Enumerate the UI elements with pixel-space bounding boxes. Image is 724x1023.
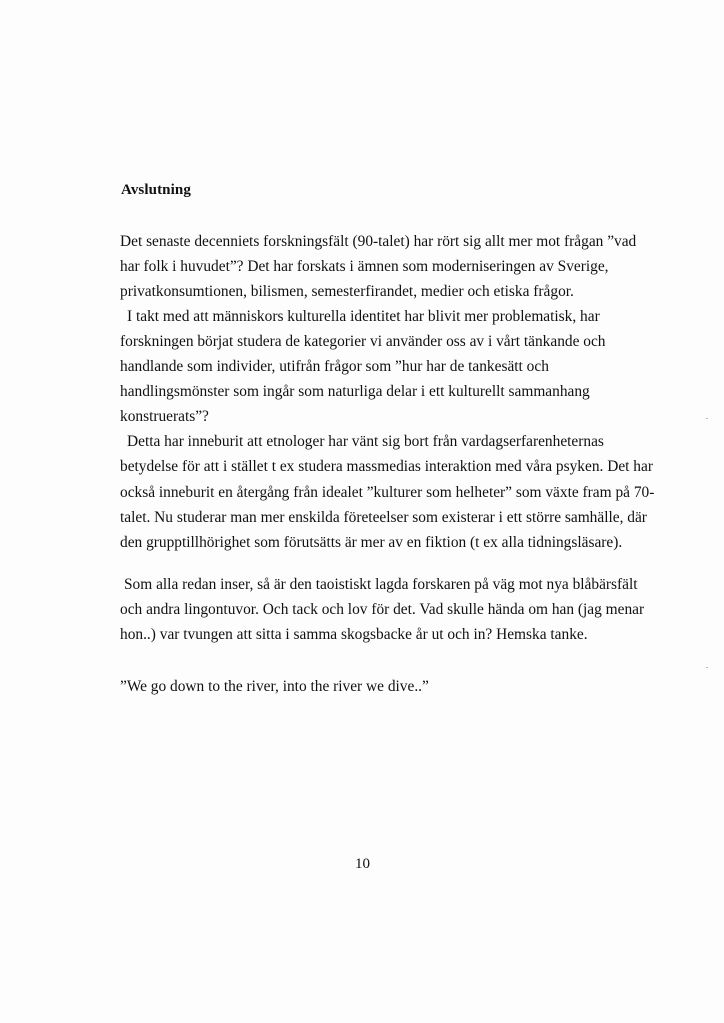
scan-speck [706, 667, 708, 668]
paragraph-3-line-4: talet. Nu studerar man mer enskilda företeelser som existerar i ett större samhälle, där [120, 509, 647, 526]
paragraph-1-line-1: Det senaste decenniets forskningsfält (90-talet) har rört sig allt mer mot frågan ”vad [120, 233, 637, 250]
paragraph-3-line-2: betydelse för att i stället t ex studera massmedias interaktion med våra psyken. Det har [120, 458, 653, 475]
section-heading: Avslutning [121, 182, 191, 198]
page-number: 10 [355, 856, 370, 872]
paragraph-3-line-5: den grupptillhörighet som förutsätts är mer av en fiktion (t ex alla tidningsläsare). [120, 534, 623, 551]
paragraph-2-line-4: handlingsmönster som ingår som naturliga delar i ett kulturellt sammanhang [120, 383, 590, 400]
paragraph-2-line-3: handlande som individer, utifrån frågor som ”hur har de tankesätt och [120, 358, 549, 375]
paragraph-3-line-1: Detta har inneburit att etnologer har vänt sig bort från vardagserfarenheternas [127, 433, 604, 450]
paragraph-2-line-1: I takt med att människors kulturella identitet har blivit mer problematisk, har [127, 308, 600, 325]
paragraph-4-line-3: hon..) var tvungen att sitta i samma skogsbacke år ut och in? Hemska tanke. [120, 626, 588, 643]
paragraph-4-line-2: och andra lingontuvor. Och tack och lov för det. Vad skulle hända om han (jag menar [120, 601, 645, 618]
paragraph-4-line-1: Som alla redan inser, så är den taoistiskt lagda forskaren på väg mot nya blåbärsfält [124, 576, 638, 593]
scan-speck [706, 418, 708, 419]
paragraph-1-line-2: har folk i huvudet”? Det har forskats i ämnen som moderniseringen av Sverige, [120, 258, 609, 275]
paragraph-2-line-5: konstruerats”? [120, 408, 209, 425]
paragraph-3-line-3: också inneburit en återgång från idealet ”kulturer som helheter” som växte fram på 70- [120, 484, 655, 501]
paragraph-1-line-3: privatkonsumtionen, bilismen, semesterfirandet, medier och etiska frågor. [120, 283, 574, 300]
closing-quote: ”We go down to the river, into the river we dive..” [120, 678, 429, 695]
paragraph-2-line-2: forskningen börjat studera de kategorier vi använder oss av i vårt tänkande och [120, 333, 606, 350]
